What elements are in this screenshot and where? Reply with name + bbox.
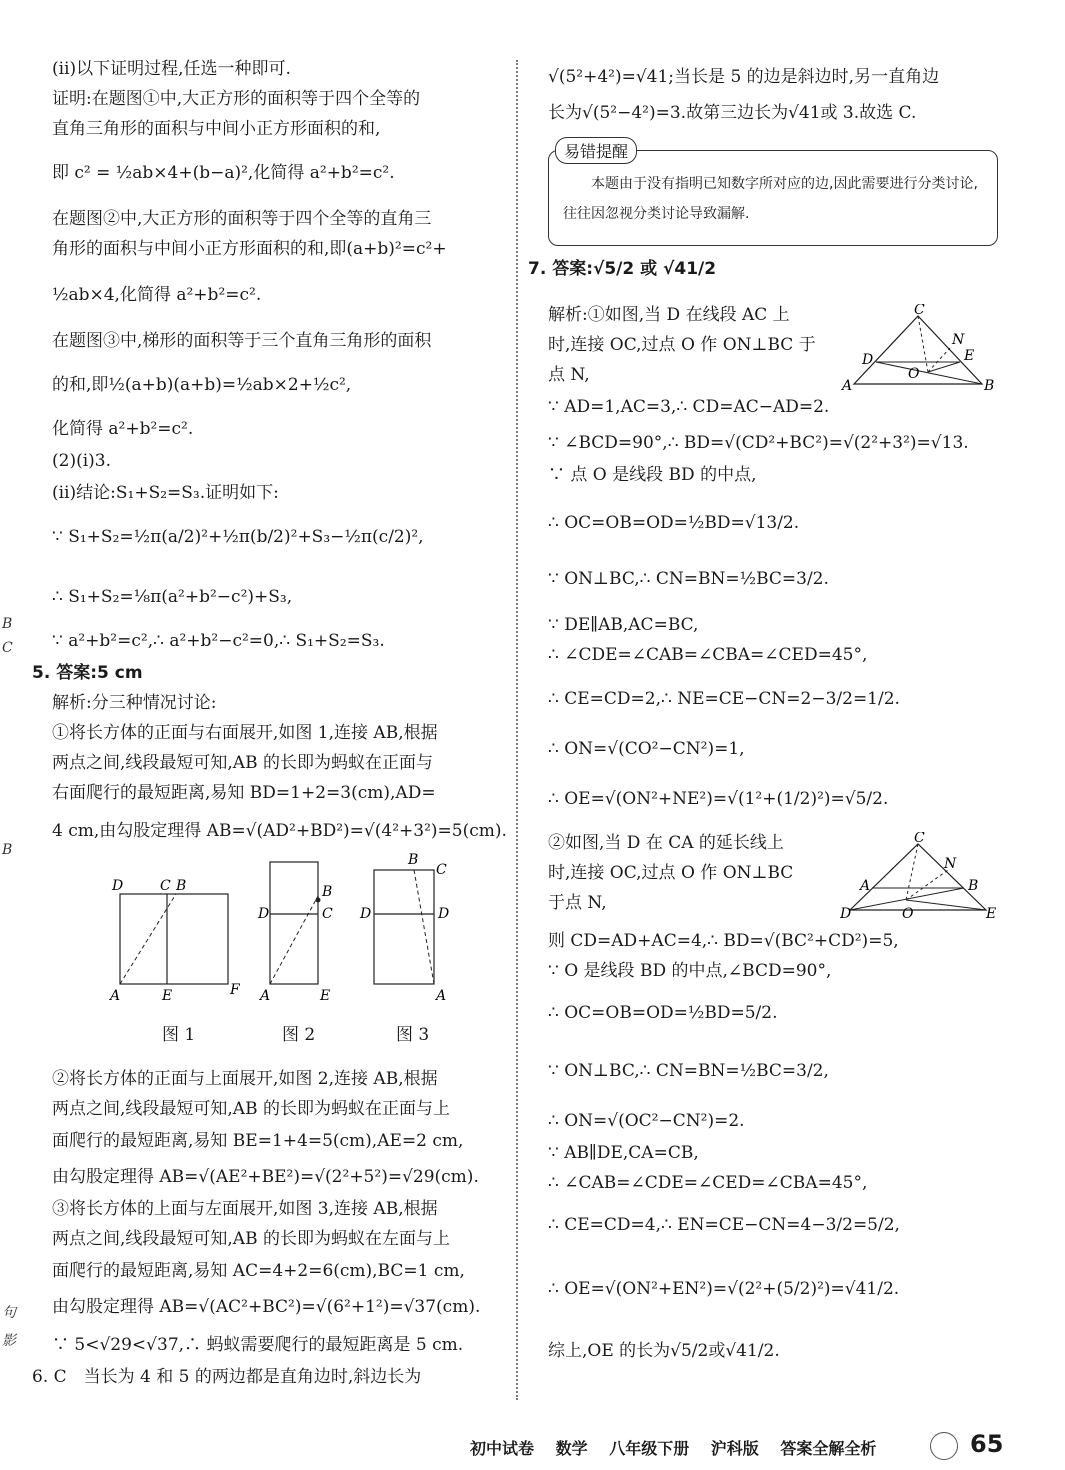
d1-label-o: O xyxy=(908,366,920,382)
d2-oe-line xyxy=(906,900,986,910)
page-number: 65 xyxy=(970,1430,1004,1458)
fig1-label-f: F xyxy=(230,982,240,998)
fig2-label-a: A xyxy=(260,988,271,1004)
text-line: ①将长方体的正面与右面展开,如图 1,连接 AB,根据 xyxy=(52,723,438,743)
text-line: 两点之间,线段最短可知,AB 的长即为蚂蚁在正面与上 xyxy=(52,1099,450,1119)
d1-bd-line xyxy=(876,362,982,384)
fig1-rect xyxy=(120,894,228,984)
error-tip-text: 本题由于没有指明已知数字所对应的边,因此需要进行分类讨论,往往因忽视分类讨论导致漏解. xyxy=(563,176,978,222)
fig3-label-d-right: D xyxy=(438,906,450,922)
text-line: ∴ CE=CD=4,∴ EN=CE−CN=4−3/2=5/2, xyxy=(548,1215,900,1235)
figure-1 xyxy=(108,878,241,1004)
text-line: ∵ O 是线段 BD 的中点,∠BCD=90°, xyxy=(548,961,832,981)
fig1-path xyxy=(120,894,176,984)
footer-item: 答案全解全析 xyxy=(780,1439,877,1458)
fig3-label-b: B xyxy=(408,852,419,868)
text-line: √(5²+4²)=√41;当长是 5 的边是斜边时,另一直角边 xyxy=(548,67,940,87)
d2-label-c: C xyxy=(914,832,925,846)
text-line: 解析:①如图,当 D 在线段 AC 上 xyxy=(548,305,790,325)
figure-caption-1: 图 1 xyxy=(162,1025,196,1045)
text-line: 直角三角形的面积与中间小正方形面积的和, xyxy=(52,119,381,139)
text-line: 4 cm,由勾股定理得 AB=√(AD²+BD²)=√(4²+3²)=5(cm). xyxy=(52,821,507,841)
fig3-rect xyxy=(374,870,434,984)
triangle-diagram-2 xyxy=(840,832,1000,924)
text-line: ∵ DE∥AB,AC=BC, xyxy=(548,615,699,635)
text-line: 右面爬行的最短距离,易知 BD=1+2=3(cm),AD= xyxy=(52,783,436,803)
fig1-label-a: A xyxy=(110,988,121,1004)
text-line: ②将长方体的正面与上面展开,如图 2,连接 AB,根据 xyxy=(52,1069,438,1089)
text-line: 时,连接 OC,过点 O 作 ON⊥BC xyxy=(548,863,794,883)
fig3-label-d-left: D xyxy=(360,906,372,922)
text-line: 两点之间,线段最短可知,AB 的长即为蚂蚁在正面与 xyxy=(52,753,433,773)
text-line: 长为√(5²−4²)=3.故第三边长为√41或 3.故选 C. xyxy=(548,103,917,123)
figure-caption-2: 图 2 xyxy=(282,1025,316,1045)
edge-mark: 影 xyxy=(2,1333,16,1349)
text-line: 面爬行的最短距离,易知 AC=4+2=6(cm),BC=1 cm, xyxy=(52,1261,465,1281)
text-line: ∴ ON=√(OC²−CN²)=2. xyxy=(548,1111,745,1131)
edge-mark: B xyxy=(2,842,13,858)
text-line: (ⅱ)以下证明过程,任选一种即可. xyxy=(52,59,291,79)
d2-triangle xyxy=(850,844,986,910)
text-line: ∴ OE=√(ON²+NE²)=√(1²+(1/2)²)=√5/2. xyxy=(548,789,889,809)
answer-5-heading: 5. 答案:5 cm xyxy=(32,663,143,683)
fig2-label-d: D xyxy=(258,906,270,922)
figure-3 xyxy=(359,852,449,1004)
text-line: 的和,即½(a+b)(a+b)=½ab×2+½c², xyxy=(52,375,352,395)
edge-mark: 句 xyxy=(2,1305,16,1321)
d2-oc-line xyxy=(906,844,918,900)
text-line: ②如图,当 D 在 CA 的延长线上 xyxy=(548,833,784,853)
fig2-path xyxy=(270,896,318,984)
d2-label-a: A xyxy=(860,878,871,894)
text-line: 点 N, xyxy=(548,365,590,385)
fig3-label-c: C xyxy=(436,862,447,878)
triangle-diagram-1 xyxy=(840,304,1000,396)
footer-item: 沪科版 xyxy=(710,1439,759,1458)
text-line: 即 c² = ½ab×4+(b−a)²,化简得 a²+b²=c². xyxy=(52,163,395,183)
text-line: ∵ ∠BCD=90°,∴ BD=√(CD²+BC²)=√(2²+3²)=√13. xyxy=(548,433,969,453)
d1-label-c: C xyxy=(914,304,925,318)
footer-item: 数学 xyxy=(555,1439,588,1458)
text-line: 两点之间,线段最短可知,AB 的长即为蚂蚁在左面与上 xyxy=(52,1229,450,1249)
d2-label-d: D xyxy=(840,906,852,922)
text-line: 则 CD=AD+AC=4,∴ BD=√(BC²+CD²)=5, xyxy=(548,931,899,951)
text-line: ∴ OE=√(ON²+EN²)=√(2²+(5/2)²)=√41/2. xyxy=(548,1279,900,1299)
fig2-label-e: E xyxy=(320,988,331,1004)
text-line: ½ab×4,化简得 a²+b²=c². xyxy=(52,285,262,305)
text-line: ∵ S₁+S₂=½π(a/2)²+½π(b/2)²+S₃−½π(c/2)², xyxy=(52,527,424,547)
text-line: ∵ a²+b²=c²,∴ a²+b²−c²=0,∴ S₁+S₂=S₃. xyxy=(52,631,385,651)
page-footer xyxy=(470,1436,892,1459)
answer-6-line: 6. C 当长为 4 和 5 的两边都是直角边时,斜边长为 xyxy=(32,1367,422,1387)
text-line: (2)(ⅰ)3. xyxy=(52,451,112,471)
text-line: ∴ S₁+S₂=⅛π(a²+b²−c²)+S₃, xyxy=(52,587,293,607)
text-line: ∵ 点 O 是线段 BD 的中点, xyxy=(548,465,757,485)
d2-label-n: N xyxy=(944,856,957,872)
text-line: 角形的面积与中间小正方形面积的和,即(a+b)²=c²+ xyxy=(52,239,447,259)
text-line: ∵ AD=1,AC=3,∴ CD=AC−AD=2. xyxy=(548,397,830,417)
text-line: ∵ 5<√29<√37,∴ 蚂蚁需要爬行的最短距离是 5 cm. xyxy=(52,1335,464,1355)
column-divider xyxy=(516,60,518,1400)
d1-label-a: A xyxy=(842,378,853,394)
text-line: 证明:在题图①中,大正方形的面积等于四个全等的 xyxy=(52,89,421,109)
text-line: 化简得 a²+b²=c². xyxy=(52,419,194,439)
text-line: 时,连接 OC,过点 O 作 ON⊥BC 于 xyxy=(548,335,816,355)
fig2-label-c: C xyxy=(322,906,333,922)
fig1-label-b: B xyxy=(176,878,187,894)
fig2-rect xyxy=(270,862,318,984)
fig1-label-e: E xyxy=(162,988,173,1004)
figure-2 xyxy=(257,862,333,1004)
d1-label-n: N xyxy=(952,332,965,348)
text-line: ∴ OC=OB=OD=½BD=5/2. xyxy=(548,1003,778,1023)
fig1-label-d: D xyxy=(112,878,124,894)
text-line: 在题图②中,大正方形的面积等于四个全等的直角三 xyxy=(52,209,432,229)
answer-7-heading: 7. 答案:√5/2 或 √41/2 xyxy=(528,259,717,279)
d2-label-o: O xyxy=(902,906,914,922)
d1-label-b: B xyxy=(984,378,995,394)
fig2-point-b xyxy=(316,898,321,903)
edge-mark: C xyxy=(2,640,13,656)
d2-label-b: B xyxy=(968,878,979,894)
error-tip-title: 易错提醒 xyxy=(555,137,637,164)
text-line: ∵ AB∥DE,CA=CB, xyxy=(548,1143,699,1163)
fig3-label-a: A xyxy=(436,988,447,1004)
text-line: ∴ CE=CD=2,∴ NE=CE−CN=2−3/2=1/2. xyxy=(548,689,900,709)
footer-item: 初中试卷 xyxy=(470,1439,535,1458)
text-line: (ⅱ)结论:S₁+S₂=S₃.证明如下: xyxy=(52,483,279,503)
text-line: ∵ ON⊥BC,∴ CN=BN=½BC=3/2, xyxy=(548,1061,829,1081)
text-line: 于点 N, xyxy=(548,893,607,913)
fig1-label-c: C xyxy=(160,878,171,894)
d1-label-e: E xyxy=(964,348,975,364)
unfolding-figures xyxy=(102,852,502,1052)
text-line: 由勾股定理得 AB=√(AC²+BC²)=√(6²+1²)=√37(cm). xyxy=(52,1297,481,1317)
text-line: ∴ ∠CDE=∠CAB=∠CBA=∠CED=45°, xyxy=(548,645,868,665)
text-line: 解析:分三种情况讨论: xyxy=(52,693,217,713)
fig2-label-b: B xyxy=(322,884,333,900)
text-line: ∵ ON⊥BC,∴ CN=BN=½BC=3/2. xyxy=(548,569,829,589)
d1-label-d: D xyxy=(862,352,874,368)
text-line: ③将长方体的上面与左面展开,如图 3,连接 AB,根据 xyxy=(52,1199,438,1219)
mascot-icon xyxy=(930,1432,958,1460)
text-line: ∴ OC=OB=OD=½BD=√13/2. xyxy=(548,513,800,533)
d2-label-e: E xyxy=(986,906,997,922)
text-line: ∴ ON=√(CO²−CN²)=1, xyxy=(548,739,745,759)
fig3-path xyxy=(414,870,434,984)
error-tip-box xyxy=(548,142,998,246)
text-line: ∴ ∠CAB=∠CDE=∠CED=∠CBA=45°, xyxy=(548,1173,868,1193)
text-line: 综上,OE 的长为√5/2或√41/2. xyxy=(548,1341,780,1361)
text-line: 由勾股定理得 AB=√(AE²+BE²)=√(2²+5²)=√29(cm). xyxy=(52,1167,479,1187)
figure-caption-3: 图 3 xyxy=(396,1025,430,1045)
edge-mark: B xyxy=(2,616,13,632)
text-line: 面爬行的最短距离,易知 BE=1+4=5(cm),AE=2 cm, xyxy=(52,1131,464,1151)
footer-item: 八年级下册 xyxy=(609,1439,690,1458)
text-line: 在题图③中,梯形的面积等于三个直角三角形的面积 xyxy=(52,331,432,351)
